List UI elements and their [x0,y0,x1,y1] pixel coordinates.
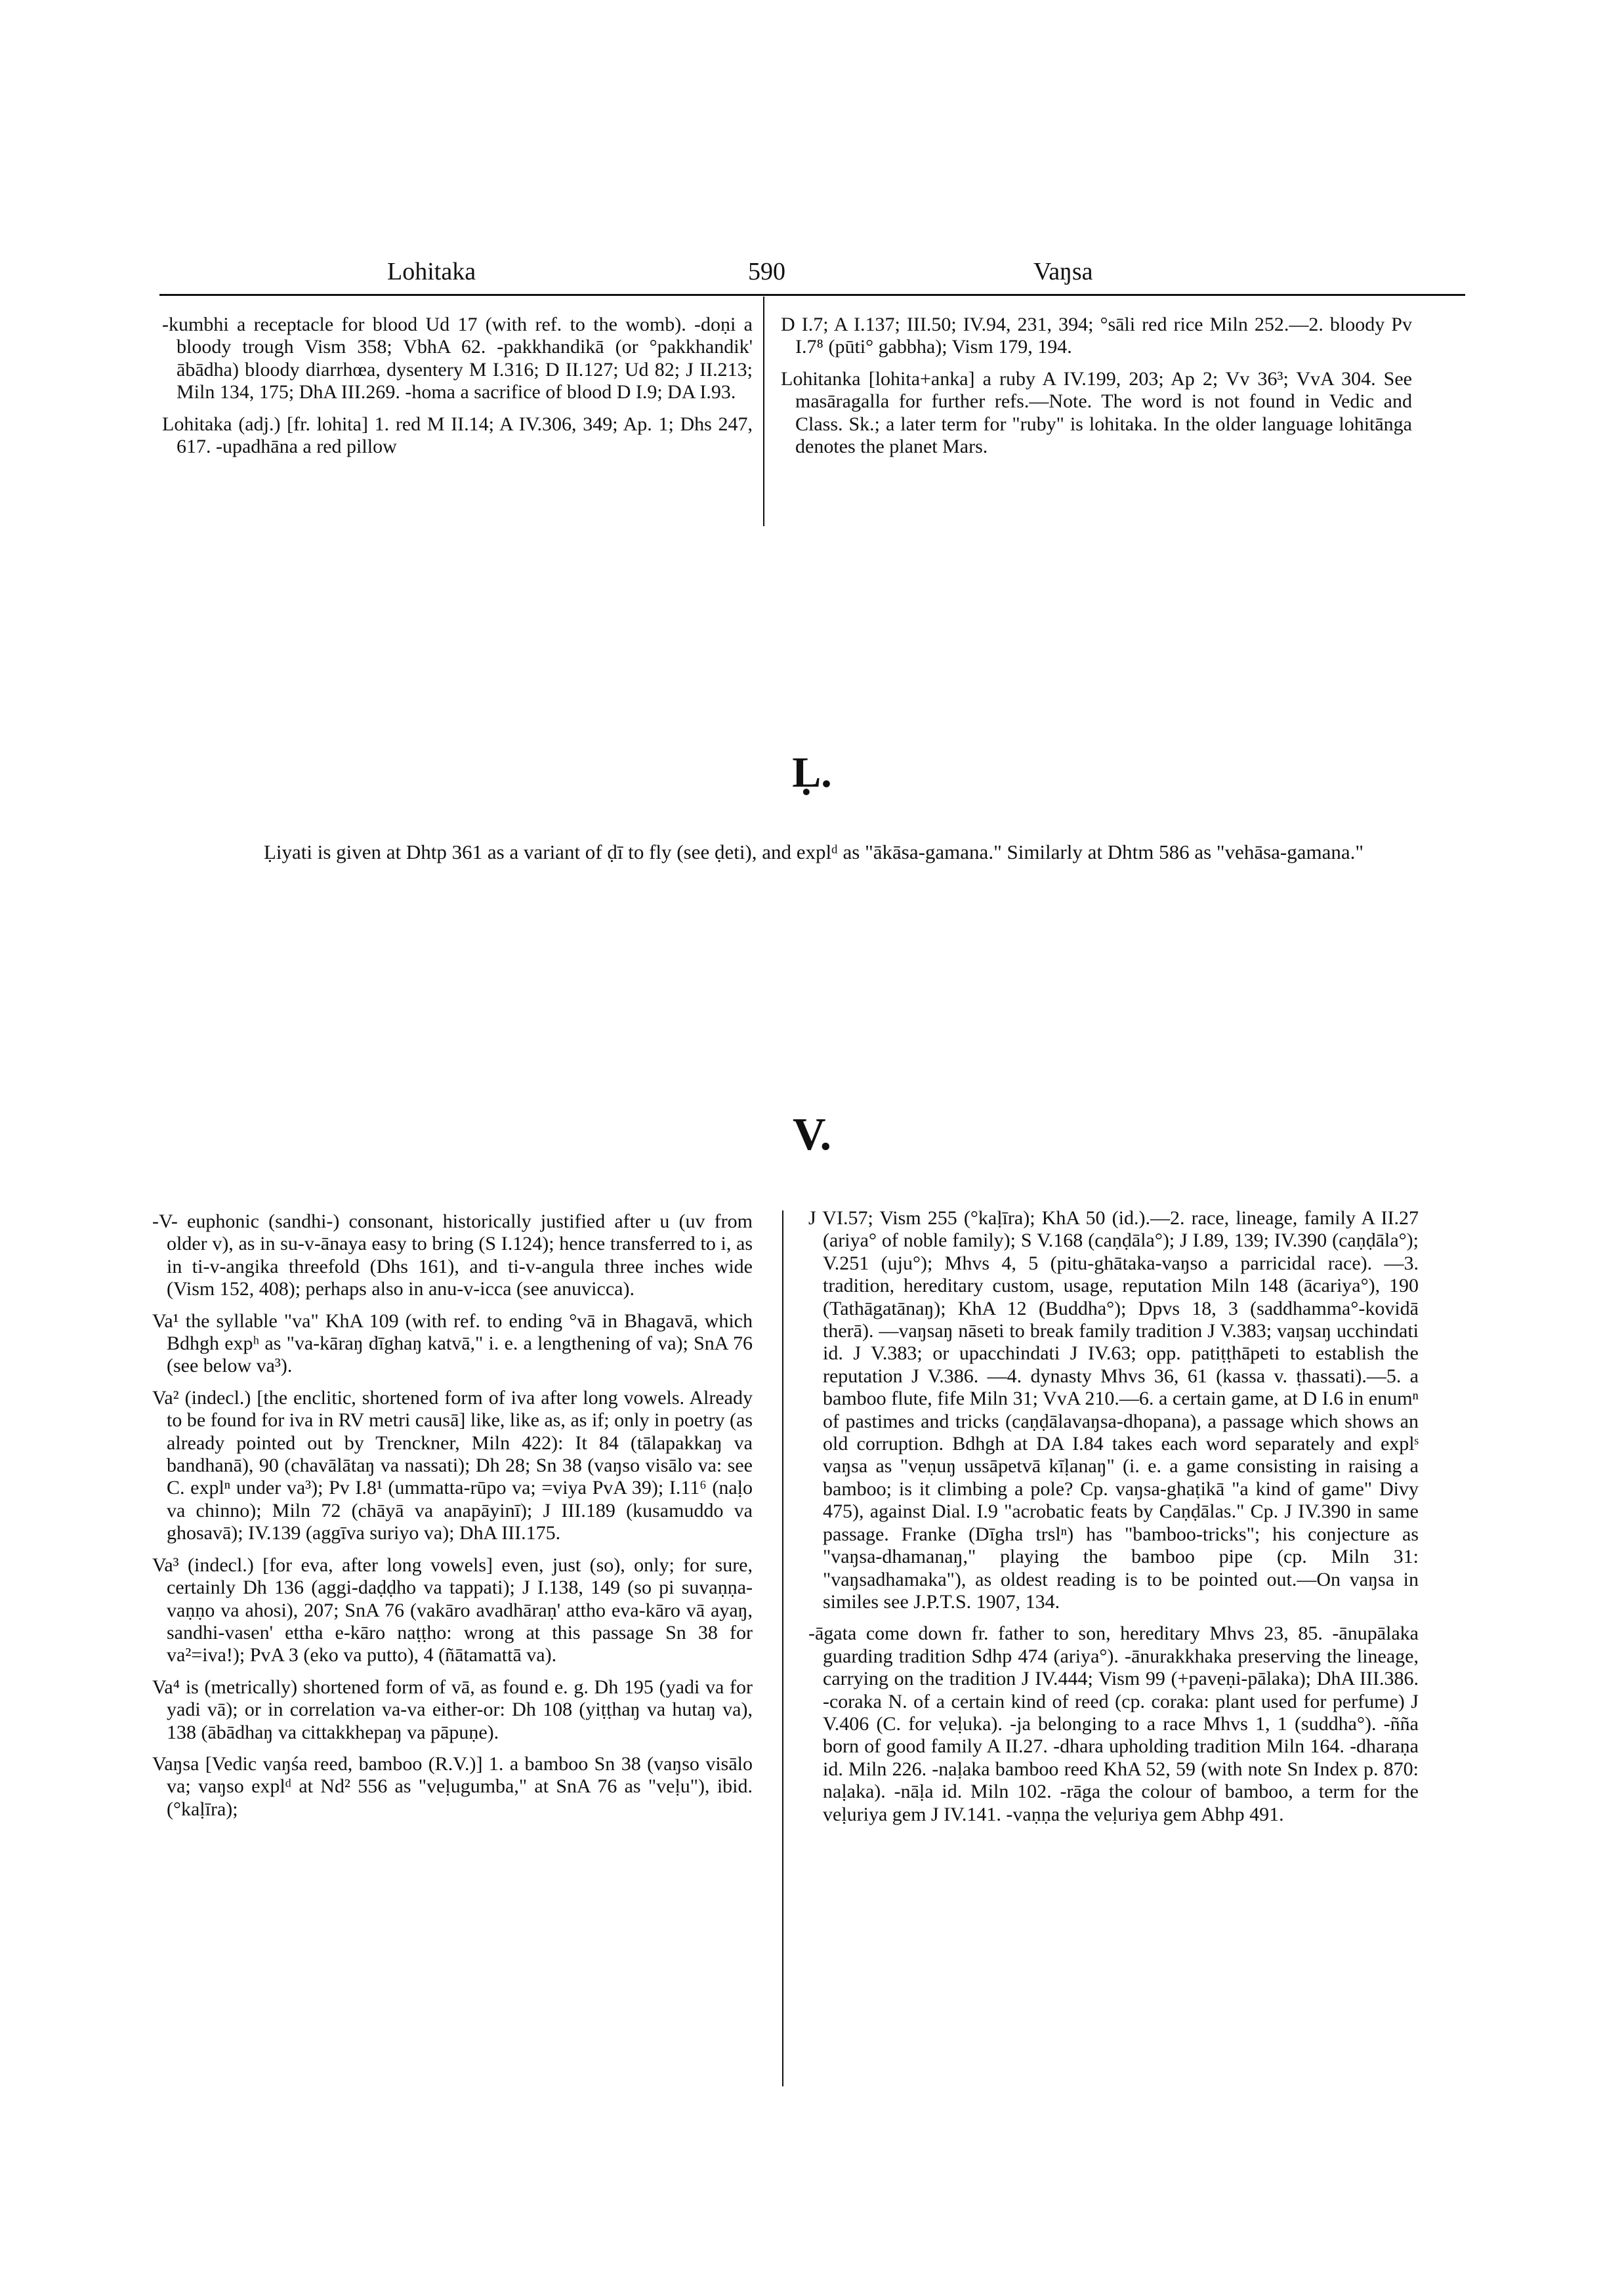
section-heading-l: Ḷ. [792,749,832,796]
bottom-left-column [152,1210,753,1830]
entry-liyati: Ḷiyati is given at Dhtp 361 as a variant of ḍī to fly (see ḍeti), and explᵈ as "ākāsa-gamana." Similarly at Dhtm 586 as "vehāsa-gamana." [263,840,1364,863]
entry-vansa-cont: J VI.57; Vism 255 (°kaḷīra); KhA 50 (id.).—2. race, lineage, family A II.27 (ariya° of noble family); S V.168 (caṇḍāla°); J I.89, 139; IV.390 (caṇḍāla°); V.251 (uju°); Mhvs 4, 5 (pitu-ghātaka-vaŋso a parricidal race). —3. tradition, hereditary custom, usage, reputation Miln 148 (ācariya°), 190 (Tathāgatānaŋ); KhA 12 (Buddha°); Dpvs 18, 3 (saddhamma°-kovidā therā). —vaŋsaŋ nāseti to break family tradition J V.383; vaŋsaŋ ucchindati id. J V.383; or upacchindati J IV.63; opp. patiṭṭhāpeti to establish the reputation J V.386. —4. dynasty Mhvs 36, 61 (kassa v. ṭhassati).—5. a bamboo flute, fife Miln 31; VvA 210.—6. a certain game, at D I.6 in enumⁿ of pastimes and tricks (caṇḍālavaŋsa-dhopana), a passage which shows an old corruption. Bdhgh at DA I.84 takes each word separately and explˢ vaŋsa as "veṇuŋ ussāpetvā kīḷanaŋ" (i. e. a game consisting in raising a bamboo; is it climbing a pole? Cp. vaŋsa-ghaṭikā "a kind of game" Divy 475), against Dial. I.9 "acrobatic feats by Caṇḍālas." Cp. J IV.390 in same passage. Franke (Dīgha trslⁿ) has "bamboo-tricks"; his conjecture as "vaŋsa-dhamanaŋ," playing the bamboo pipe (cp. Miln 31: "vaŋsadhamaka"), as oldest reading is to be pointed out.—On vaŋsa in similes see J.P.T.S. 1907, 134. [808,1207,1419,1613]
entry-lohitanka: Lohitanka [lohita+anka] a ruby A IV.199, 203; Ap 2; Vv 36³; VvA 304. See masāragalla for further refs.—Note. The word is not found in Vedic and Class. Sk.; a later term for "ruby" is lohitaka. In the older language lohitānga denotes the planet Mars. [781,367,1412,458]
top-left-column [162,314,753,467]
column-divider-top [763,297,764,526]
entry-va4: Va⁴ is (metrically) shortened form of vā, as found e. g. Dh 195 (yadi va for yadi vā); or in correlation va-va either-or: Dh 108 (yiṭṭhaŋ va hutaŋ va), 138 (ābādhaŋ va cittakkhepaŋ va pāpuṇe). [152,1676,753,1743]
entry-lohita-compounds: -kumbhi a receptacle for blood Ud 17 (with ref. to the womb). -doṇi a bloody trough Vism 358; VbhA 62. -pakkhandikā (or °pakkhandik' ābādha) bloody diarrhœa, dysentery M I.316; D II.127; Ud 82; J II.213; Miln 134, 175; DhA III.269. -homa a sacrifice of blood D I.9; DA I.93. [162,314,753,403]
entry-lohitaka: Lohitaka (adj.) [fr. lohita] 1. red M II.14; A IV.306, 349; Ap. 1; Dhs 247, 617. -upadhāna a red pillow [162,413,753,458]
running-head-left: Lohitaka [387,258,476,285]
column-divider-bottom [782,1210,783,2086]
entry-v-euphonic: -V- euphonic (sandhi-) consonant, historically justified after u (uv from older v), as in su-v-ānaya easy to bring (S I.124); hence transferred to i, as in ti-v-angika threefold (Dhs 161), and ti-v-angula three inches wide (Vism 152, 408); perhaps also in anu-v-icca (see anuvicca). [152,1210,753,1300]
page-header [381,257,1467,291]
page-number: 590 [748,258,785,285]
entry-lohitaka-cont: D I.7; A I.137; III.50; IV.94, 231, 394; °sāli red rice Miln 252.—2. bloody Pv I.7⁸ (pūti° gabbha); Vism 179, 194. [781,314,1412,358]
running-head-right: Vaŋsa [1033,258,1093,285]
bottom-right-column [808,1207,1419,1835]
entry-va3: Va³ (indecl.) [for eva, after long vowels] even, just (so), only; for sure, certainly Dh 136 (aggi-daḍḍho va tappati); J I.138, 149 (so pi suvaṇṇa-vaṇṇo va ahosi), 207; SnA 76 (vakāro avadhāraṇ' attho eva-kāro vā ayaŋ, sandhi-vasen' ettha e-kāro naṭṭho: wrong at this passage Sn 38 for va²=iva!); PvA 3 (eko va putto), 4 (ñātamattā va). [152,1554,753,1666]
section-heading-v: V. [792,1109,832,1160]
header-rule [159,294,1465,296]
entry-vansa-compounds: -āgata come down fr. father to son, hereditary Mhvs 23, 85. -ānupālaka guarding tradition Sdhp 474 (ariya°). -ānurakkhaka preserving the lineage, carrying on the tradition J IV.444; Vism 99 (+paveṇi-pālaka); DhA III.386. -coraka N. of a certain kind of reed (cp. coraka: plant used for perfume) J V.406 (C. for veḷuka). -ja belonging to a race Mhvs 1, 1 (suddha°). -ñña born of good family A II.27. -dhara upholding tradition Miln 164. -dharaṇa id. Miln 226. -naḷaka bamboo reed KhA 52, 59 (with note Sn Index p. 870: naḷaka). -nāḷa id. Miln 102. -rāga the colour of bamboo, a term for the veḷuriya gem J IV.141. -vaṇṇa the veḷuriya gem Abhp 491. [808,1623,1419,1825]
entry-vansa: Vaŋsa [Vedic vaŋśa reed, bamboo (R.V.)] 1. a bamboo Sn 38 (vaŋso visālo va; vaŋso explᵈ at Nd² 556 as "veḷugumba," at SnA 76 as "veḷu"), ibid. (°kaḷīra); [152,1752,753,1820]
entry-va2: Va² (indecl.) [the enclitic, shortened form of iva after long vowels. Already to be found for iva in RV metri causā] like, like as, as if; only in poetry (as already pointed out by Trenckner, Miln 422): It 84 (tālapakkaŋ va bandhanā), 90 (chavālātaŋ va nassati); Dh 28; Sn 38 (vaŋso visālo va: see C. explⁿ under va³); Pv I.8¹ (ummatta-rūpo va; =viya PvA 39); I.11⁶ (naḷo va chinno); Miln 72 (chāyā va anapāyinī); J III.189 (kusamuddo va ghosavā); IV.139 (aggīva suriyo va); DhA III.175. [152,1386,753,1544]
top-right-column [781,314,1412,467]
entry-va1: Va¹ the syllable "va" KhA 109 (with ref. to ending °vā in Bhagavā, which Bdhgh expʰ as "va-kāraŋ dīghaŋ katvā," i. e. a lengthening of va); SnA 76 (see below va³). [152,1310,753,1377]
